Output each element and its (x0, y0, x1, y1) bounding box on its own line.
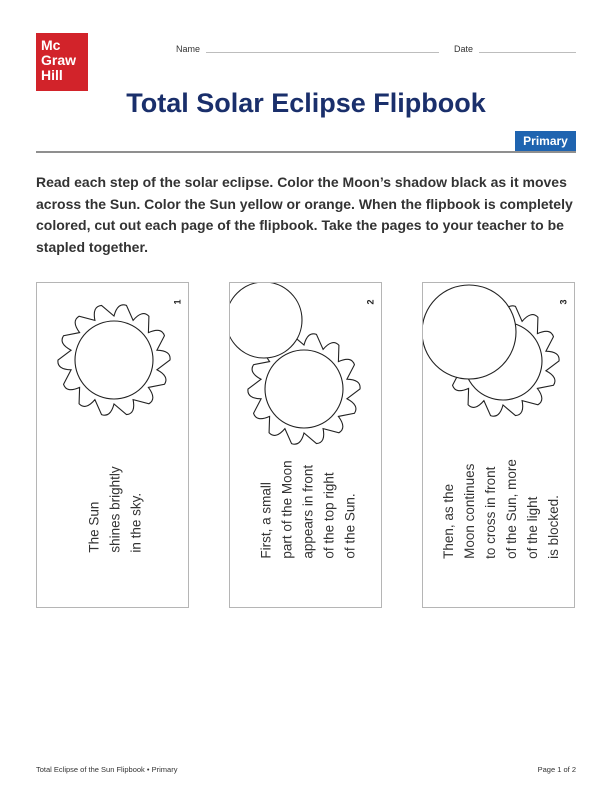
sun-circle (265, 350, 343, 428)
sun-moon-illustration (230, 283, 382, 608)
footer-title: Total Eclipse of the Sun Flipbook • Primary (36, 765, 178, 774)
caption (65, 459, 165, 559)
page-title: Total Solar Eclipse Flipbook (126, 88, 486, 118)
header-divider (36, 151, 576, 153)
level-badge: Primary (515, 131, 576, 151)
flipbook-page-2 (229, 282, 382, 608)
name-label: Name (176, 44, 201, 54)
logo-line-3: Hill (41, 67, 63, 83)
flipbook-page-3 (422, 282, 575, 608)
page-number: 2 (365, 299, 376, 305)
page-number: 3 (558, 299, 569, 305)
date-label: Date (454, 44, 474, 54)
sun-circle (75, 321, 153, 399)
date-field[interactable] (454, 44, 473, 54)
flipbook-page-1 (36, 282, 189, 608)
moon-circle (423, 285, 516, 379)
logo-line-1: Mc (41, 37, 61, 53)
caption (258, 459, 358, 559)
moon-circle (230, 283, 302, 358)
caption-text: Then, as the Moon continues to cross in front of the Sun, more of the light is blocked. (441, 459, 561, 559)
logo-line-2: Graw (41, 52, 77, 68)
name-field[interactable] (176, 44, 200, 54)
sun-illustration (37, 283, 189, 608)
name-line[interactable] (206, 52, 439, 53)
page-indicator: Page 1 of 2 (537, 765, 576, 774)
caption-text: First, a small part of the Moon appears in front of the top right of the Sun. (258, 459, 358, 559)
instructions: Read each step of the solar eclipse. Color the Moon’s shadow black as it moves across the Sun. Color the Sun yellow or orange. When the flipbook is completely colored, cut out each page of the flipbook. Take the pages to your teacher to be stapled together. (36, 174, 573, 255)
sun-moon-illustration (423, 283, 575, 608)
caption-text: The Sun shines brightly in the sky. (86, 465, 144, 553)
caption (441, 459, 561, 559)
date-line[interactable] (479, 52, 576, 53)
page-number: 1 (172, 299, 183, 305)
mcgraw-hill-logo (36, 33, 88, 91)
